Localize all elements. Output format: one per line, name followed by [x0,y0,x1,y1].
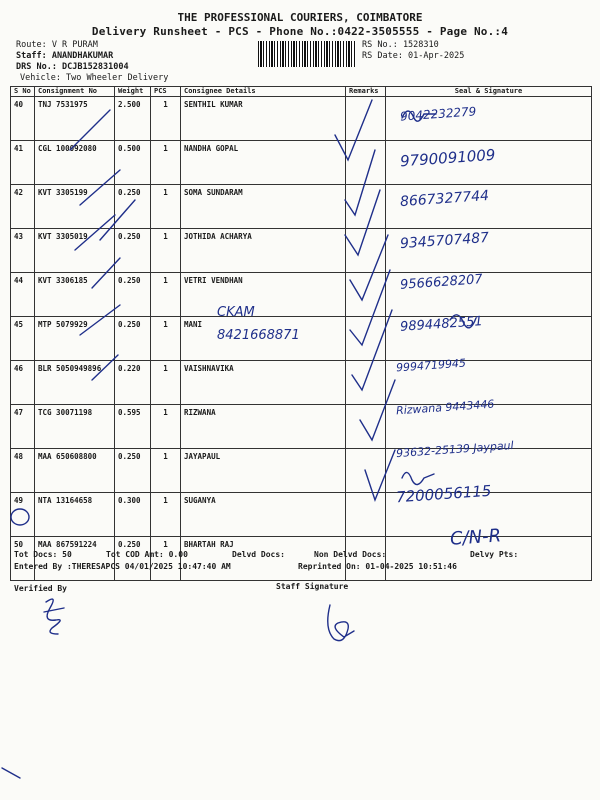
circled-sno [11,509,29,525]
pcs-cell: 1 [151,97,181,141]
staff-signature-ink [328,605,354,641]
rs-date: RS Date: 01-Apr-2025 [362,51,465,61]
consignee-cell: JOTHIDA ACHARYA [181,229,346,273]
col-sno: S No [11,87,35,97]
col-consignment: Consignment No [35,87,115,97]
pcs-cell: 1 [151,449,181,493]
consignee-cell: MANI [181,317,346,361]
handwritten-phone: 9042232279 [399,104,477,124]
handwritten-phone: 9790091009 [399,145,496,171]
pcs-cell: 1 [151,317,181,361]
pcs-cell: 1 [151,405,181,449]
consignee-cell: VAISHNAVIKA [181,361,346,405]
weight-cell: 0.595 [115,405,151,449]
sno-cell: 48 [11,449,35,493]
col-weight: Weight [115,87,151,97]
consignee-cell: RIZWANA [181,405,346,449]
consignment-cell: KVT 3306185 [35,273,115,317]
staff-signature-label: Staff Signature [276,582,349,591]
weight-cell: 0.300 [115,493,151,537]
runsheet-title: Delivery Runsheet - PCS - Phone No.:0422-3505555 - Page No.:4 [91,25,509,38]
handwritten-phone: 7200056115 [395,481,492,507]
vehicle: Vehicle: Two Wheeler Delivery [20,73,169,83]
consignment-cell: KVT 3305199 [35,185,115,229]
weight-cell: 0.250 [115,185,151,229]
consignment-cell: TCG 30071198 [35,405,115,449]
handwritten-phone: 9994719945 [395,356,467,375]
consignment-cell: NTA 13164658 [35,493,115,537]
tick-mark [335,100,372,160]
consignee-cell: SENTHIL KUMAR [181,97,346,141]
consignee-cell: NANDHA GOPAL [181,141,346,185]
slash-mark [70,110,110,150]
consignee-cell: BHARTAH RAJ [181,537,346,581]
reprinted-on: Reprinted On: 01-04-2025 10:51:46 [298,562,457,571]
weight-cell: 2.500 [115,97,151,141]
consignment-cell: MAA 650608800 [35,449,115,493]
sno-cell: 45 [11,317,35,361]
weight-cell: 0.250 [115,537,151,581]
consignment-cell: BLR 5050949896 [35,361,115,405]
weight-cell: 0.250 [115,449,151,493]
entered-by: Entered By :THERESAPCS 04/01/2025 10:47:40 AM [14,562,231,571]
delivered-docs: Delvd Docs: [232,550,285,559]
consignee-cell: SOMA SUNDARAM [181,185,346,229]
staff: Staff: ANANDHAKUMAR [16,51,114,61]
consignee-cell: JAYAPAUL [181,449,346,493]
weight-cell: 0.250 [115,229,151,273]
sno-cell: 49 [11,493,35,537]
consignment-cell: CGL 100092080 [35,141,115,185]
consignment-cell: KVT 3305019 [35,229,115,273]
verified-by-label: Verified By [14,584,67,593]
non-delivered-docs: Non Delvd Docs: [314,550,387,559]
col-pcs: PCS [151,87,181,97]
sno-cell: 50 [11,537,35,581]
consignee-cell: VETRI VENDHAN [181,273,346,317]
pcs-cell: 1 [151,273,181,317]
tot-docs: Tot Docs: 50 [14,550,72,559]
consignment-cell: TNJ 7531975 [35,97,115,141]
consignment-cell: MTP 5079929 [35,317,115,361]
sno-cell: 43 [11,229,35,273]
weight-cell: 0.220 [115,361,151,405]
mani-handwritten-note: CKAM [217,305,255,320]
rs-number: RS No.: 1528310 [362,40,439,50]
handwritten-phone: 9566628207 [399,272,484,293]
handwritten-phone: 8667327744 [399,187,490,211]
tot-cod-amount: Tot COD Amt: 0.00 [106,550,188,559]
pcs-cell: 1 [151,537,181,581]
handwritten-phone: 93632-25139 Jaypaul [395,438,515,461]
handwritten-phone: Rizwana 9443446 [395,397,495,418]
delivery-points: Delvy Pts: [470,550,519,559]
handwritten-phone: 9894482551 [399,314,484,335]
pcs-cell: 1 [151,493,181,537]
handwritten-phone: 9345707487 [399,229,490,253]
sno-cell: 40 [11,97,35,141]
drs-number: DRS No.: DCJB152831004 [16,62,129,72]
sno-cell: 44 [11,273,35,317]
sno-cell: 47 [11,405,35,449]
col-remarks: Remarks [346,87,386,97]
weight-cell: 0.250 [115,317,151,361]
col-signature: Seal & Signature [386,87,592,97]
route: Route: V R PURAM [16,40,98,50]
company-name: THE PROFESSIONAL COURIERS, COIMBATORE [177,11,423,24]
verified-signature [46,599,60,634]
weight-cell: 0.500 [115,141,151,185]
weight-cell: 0.250 [115,273,151,317]
sno-cell: 46 [11,361,35,405]
pcs-cell: 1 [151,185,181,229]
consignment-cell: MAA 867591224 [35,537,115,581]
signature-scribble [402,111,436,121]
mani-handwritten-phone: 8421668871 [217,328,300,343]
sno-cell: 41 [11,141,35,185]
pcs-cell: 1 [151,229,181,273]
pcs-cell: 1 [151,141,181,185]
pcs-cell: 1 [151,361,181,405]
handwritten-phone: C/N-R [449,525,502,550]
consignee-cell: SUGANYA [181,493,346,537]
col-consignee: Consignee Details [181,87,346,97]
sno-cell: 42 [11,185,35,229]
